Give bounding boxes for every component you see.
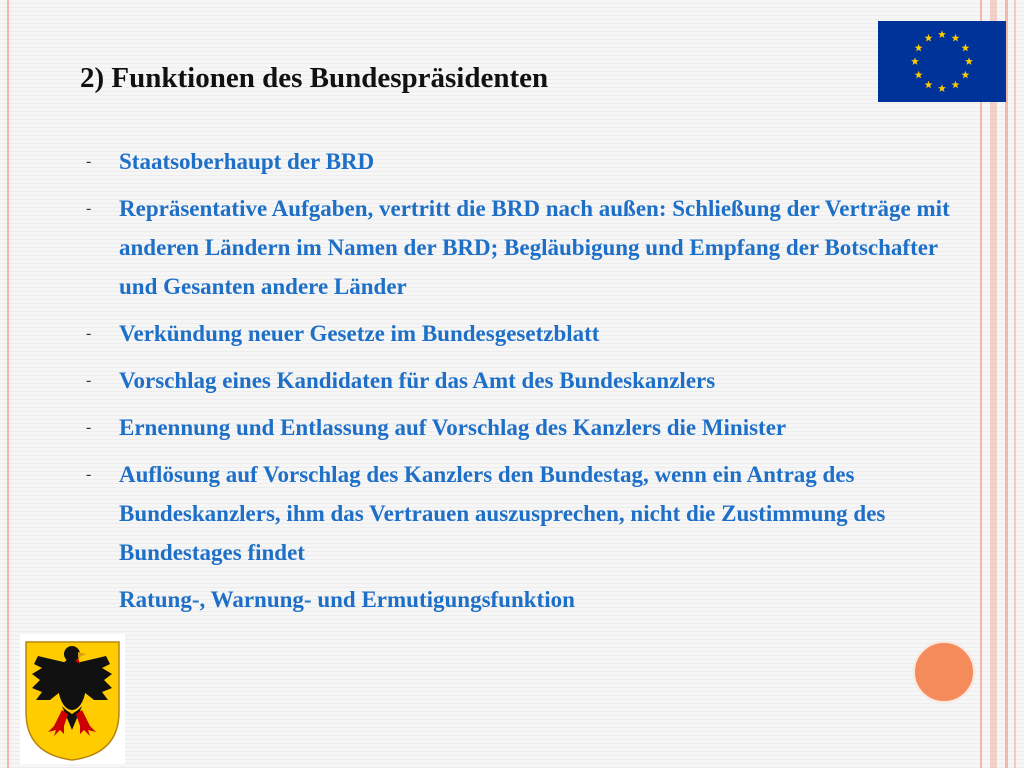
frame-stripe-right-3 bbox=[1005, 0, 1008, 768]
eu-flag-image bbox=[878, 21, 1006, 102]
bullet-text: Auflösung auf Vorschlag des Kanzlers den Bundestag, wenn ein Antrag des Bundeskanzlers, ihm das Vertrauen auszusprechen, nicht die Zustimmung des Bundestages findet bbox=[119, 462, 886, 565]
bullet-marker: - bbox=[86, 153, 92, 170]
bullet-text: Ernennung und Entlassung auf Vorschlag des Kanzlers die Minister bbox=[119, 415, 787, 440]
list-item bbox=[86, 580, 956, 619]
bullet-marker: - bbox=[86, 419, 92, 436]
frame-stripe-right-4 bbox=[1014, 0, 1016, 768]
bullet-marker: - bbox=[86, 200, 92, 217]
bullet-list bbox=[86, 142, 956, 627]
slide-title: 2) Funktionen des Bundespräsidenten bbox=[80, 62, 549, 94]
bullet-text: Verkündung neuer Gesetze im Bundesgesetzblatt bbox=[119, 321, 600, 346]
frame-stripe-right-2 bbox=[990, 0, 997, 768]
frame-stripe-left bbox=[7, 0, 9, 768]
frame-stripe-right-1 bbox=[980, 0, 982, 768]
list-item bbox=[86, 142, 956, 181]
accent-circle bbox=[913, 641, 975, 703]
coat-of-arms-image bbox=[20, 634, 125, 764]
list-item bbox=[86, 314, 956, 353]
bullet-marker: - bbox=[86, 325, 92, 342]
list-item bbox=[86, 189, 956, 306]
bullet-text: Ratung-, Warnung- und Ermutigungsfunktion bbox=[119, 587, 575, 612]
bullet-text: Staatsoberhaupt der BRD bbox=[119, 149, 375, 174]
bullet-marker: - bbox=[86, 466, 92, 483]
bullet-text: Vorschlag eines Kandidaten für das Amt des Bundeskanzlers bbox=[119, 368, 716, 393]
bullet-text: Repräsentative Aufgaben, vertritt die BRD nach außen: Schließung der Verträge mit anderen Ländern im Namen der BRD; Begläubigung und Empfang der Botschafter und Gesanten andere Länder bbox=[119, 196, 950, 299]
list-item bbox=[86, 455, 956, 572]
list-item bbox=[86, 361, 956, 400]
bullet-marker: - bbox=[86, 372, 92, 389]
list-item bbox=[86, 408, 956, 447]
